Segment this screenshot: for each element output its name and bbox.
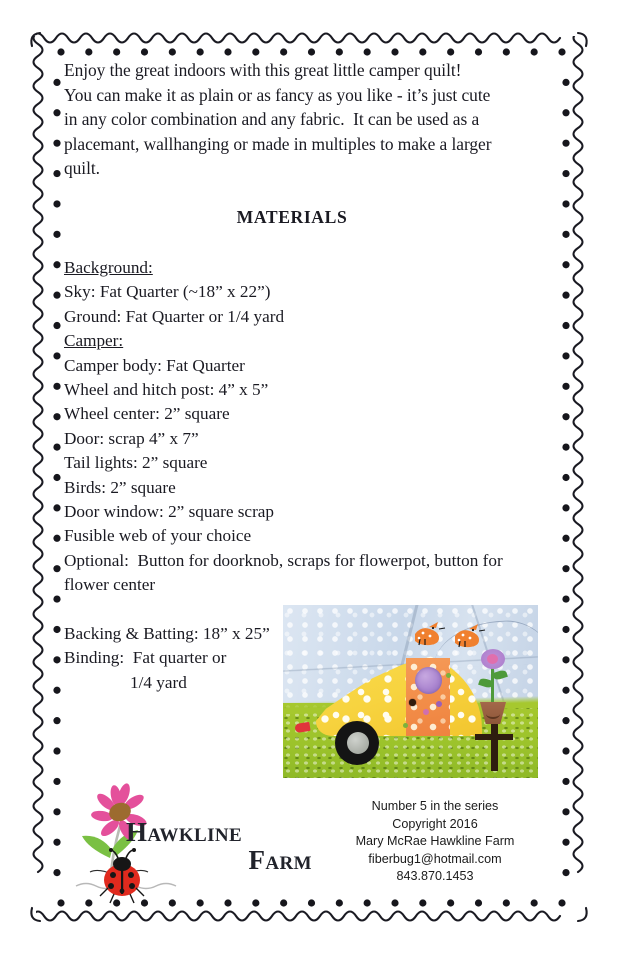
- border-dot: [562, 231, 569, 238]
- materials-item: Door window: 2” square scrap: [64, 502, 275, 522]
- bird-left-icon: [415, 622, 445, 645]
- border-dot: [562, 535, 569, 542]
- border-dot: [53, 292, 60, 299]
- materials-item: Door: scrap 4” x 7”: [64, 428, 199, 448]
- intro-paragraph: [64, 58, 556, 181]
- intro-line: quilt.: [64, 158, 100, 179]
- border-dot: [336, 48, 343, 55]
- border-dot: [562, 140, 569, 147]
- border-dot: [53, 79, 60, 86]
- materials-item: Birds: 2” square: [64, 477, 176, 497]
- border-dot: [419, 48, 426, 55]
- border-dot: [562, 109, 569, 116]
- border-dot: [391, 48, 398, 55]
- materials-item: Sky: Fat Quarter (~18” x 22”): [64, 282, 271, 302]
- materials-item: Camper body: Fat Quarter: [64, 355, 245, 375]
- border-dot: [562, 261, 569, 268]
- materials-item: Binding: Fat quarter or: [64, 648, 227, 668]
- border-dot: [336, 899, 343, 906]
- border-dot: [53, 717, 60, 724]
- border-dot: [562, 717, 569, 724]
- border-dot: [562, 170, 569, 177]
- border-dot: [364, 899, 371, 906]
- credit-copyright: Copyright 2016: [392, 816, 478, 831]
- logo-line-farm: Farm: [248, 845, 312, 876]
- materials-section-heading: Camper:: [64, 331, 124, 351]
- border-dot: [53, 839, 60, 846]
- border-dot: [558, 899, 565, 906]
- border-dot: [57, 48, 64, 55]
- border-dot: [197, 48, 204, 55]
- border-dot: [562, 322, 569, 329]
- bird-right-icon: [455, 624, 485, 647]
- border-dot: [53, 383, 60, 390]
- border-dot: [53, 109, 60, 116]
- border-dot: [169, 48, 176, 55]
- border-dot: [53, 535, 60, 542]
- credit-email: fiberbug1@hotmail.com: [368, 851, 502, 866]
- border-dot: [53, 170, 60, 177]
- border-dot: [53, 413, 60, 420]
- materials-item: Wheel and hitch post: 4” x 5”: [64, 380, 269, 399]
- border-dot: [531, 48, 538, 55]
- border-dot: [391, 899, 398, 906]
- logo-wordmark: [126, 818, 316, 874]
- border-dot: [562, 656, 569, 663]
- border-dot: [53, 656, 60, 663]
- credit-phone: 843.870.1453: [396, 869, 474, 884]
- border-dot: [503, 899, 510, 906]
- materials-item: Ground: Fat Quarter or 1/4 yard: [64, 306, 285, 326]
- border-dot: [53, 140, 60, 147]
- border-dot: [53, 444, 60, 451]
- border-dot: [141, 48, 148, 55]
- border-dot: [53, 595, 60, 602]
- border-dot: [475, 899, 482, 906]
- border-dot: [562, 292, 569, 299]
- border-dot: [57, 899, 64, 906]
- border-dot: [562, 565, 569, 572]
- intro-line: in any color combination and any fabric. It can be used as a: [64, 109, 480, 130]
- border-dot: [53, 504, 60, 511]
- border-dot: [562, 687, 569, 694]
- border-dot: [562, 839, 569, 846]
- border-dot: [562, 595, 569, 602]
- border-dot: [280, 48, 287, 55]
- border-dot: [252, 48, 259, 55]
- border-dot: [85, 48, 92, 55]
- border-dot: [562, 869, 569, 876]
- border-dot: [53, 869, 60, 876]
- border-dot: [53, 231, 60, 238]
- materials-item: Fusible web of your choice: [64, 526, 252, 546]
- border-dot: [53, 200, 60, 207]
- photo-birds: [283, 605, 538, 778]
- border-dot: [562, 352, 569, 359]
- border-dot: [53, 322, 60, 329]
- materials-item: Optional: Button for doorknob, scraps for flowerpot, button for: [64, 550, 503, 570]
- border-dot: [53, 747, 60, 754]
- pattern-body: [64, 58, 556, 695]
- border-dot: [562, 626, 569, 633]
- materials-item: Backing & Batting: 18” x 25”: [64, 624, 270, 644]
- materials-item: Tail lights: 2” square: [64, 453, 208, 473]
- border-dot: [364, 48, 371, 55]
- border-dot: [562, 808, 569, 815]
- border-dot: [53, 474, 60, 481]
- credits-block: [330, 798, 540, 886]
- border-dot: [503, 48, 510, 55]
- border-dot: [562, 778, 569, 785]
- border-dot: [562, 200, 569, 207]
- materials-heading: MATERIALS: [236, 206, 348, 227]
- leaf-left-icon: [82, 836, 112, 858]
- credit-author: Mary McRae Hawkline Farm: [355, 834, 515, 849]
- border-dot: [447, 48, 454, 55]
- border-dot: [53, 687, 60, 694]
- border-dot: [308, 48, 315, 55]
- border-dot: [562, 474, 569, 481]
- intro-line: Enjoy the great indoors with this great little camper quilt!: [64, 60, 462, 80]
- border-dot: [475, 48, 482, 55]
- materials-item: Wheel center: 2” square: [64, 404, 230, 424]
- materials-section-heading: Background:: [64, 257, 153, 277]
- border-dot: [562, 413, 569, 420]
- materials-item: flower center: [64, 575, 156, 595]
- border-dot: [53, 808, 60, 815]
- border-dot: [562, 504, 569, 511]
- border-dot: [562, 383, 569, 390]
- border-dot: [53, 261, 60, 268]
- border-dot: [562, 747, 569, 754]
- credit-series: Number 5 in the series: [371, 799, 499, 813]
- border-dot: [562, 79, 569, 86]
- quilt-photo: [283, 605, 538, 778]
- logo-line-hawkline: Hawkline: [126, 817, 243, 847]
- border-dot: [53, 352, 60, 359]
- border-dot: [531, 899, 538, 906]
- border-dot: [562, 444, 569, 451]
- border-dot: [113, 48, 120, 55]
- border-dot: [447, 899, 454, 906]
- border-dot: [224, 48, 231, 55]
- border-dot: [53, 626, 60, 633]
- intro-line: You can make it as plain or as fancy as you like - it’s just cute: [64, 84, 491, 105]
- border-dot: [558, 48, 565, 55]
- border-dot: [53, 778, 60, 785]
- border-dot: [53, 565, 60, 572]
- border-dot: [419, 899, 426, 906]
- materials-item: 1/4 yard: [130, 672, 187, 692]
- hawkline-farm-logo: [72, 782, 312, 904]
- intro-line: placemant, wallhanging or made in multiples to make a larger: [64, 133, 492, 154]
